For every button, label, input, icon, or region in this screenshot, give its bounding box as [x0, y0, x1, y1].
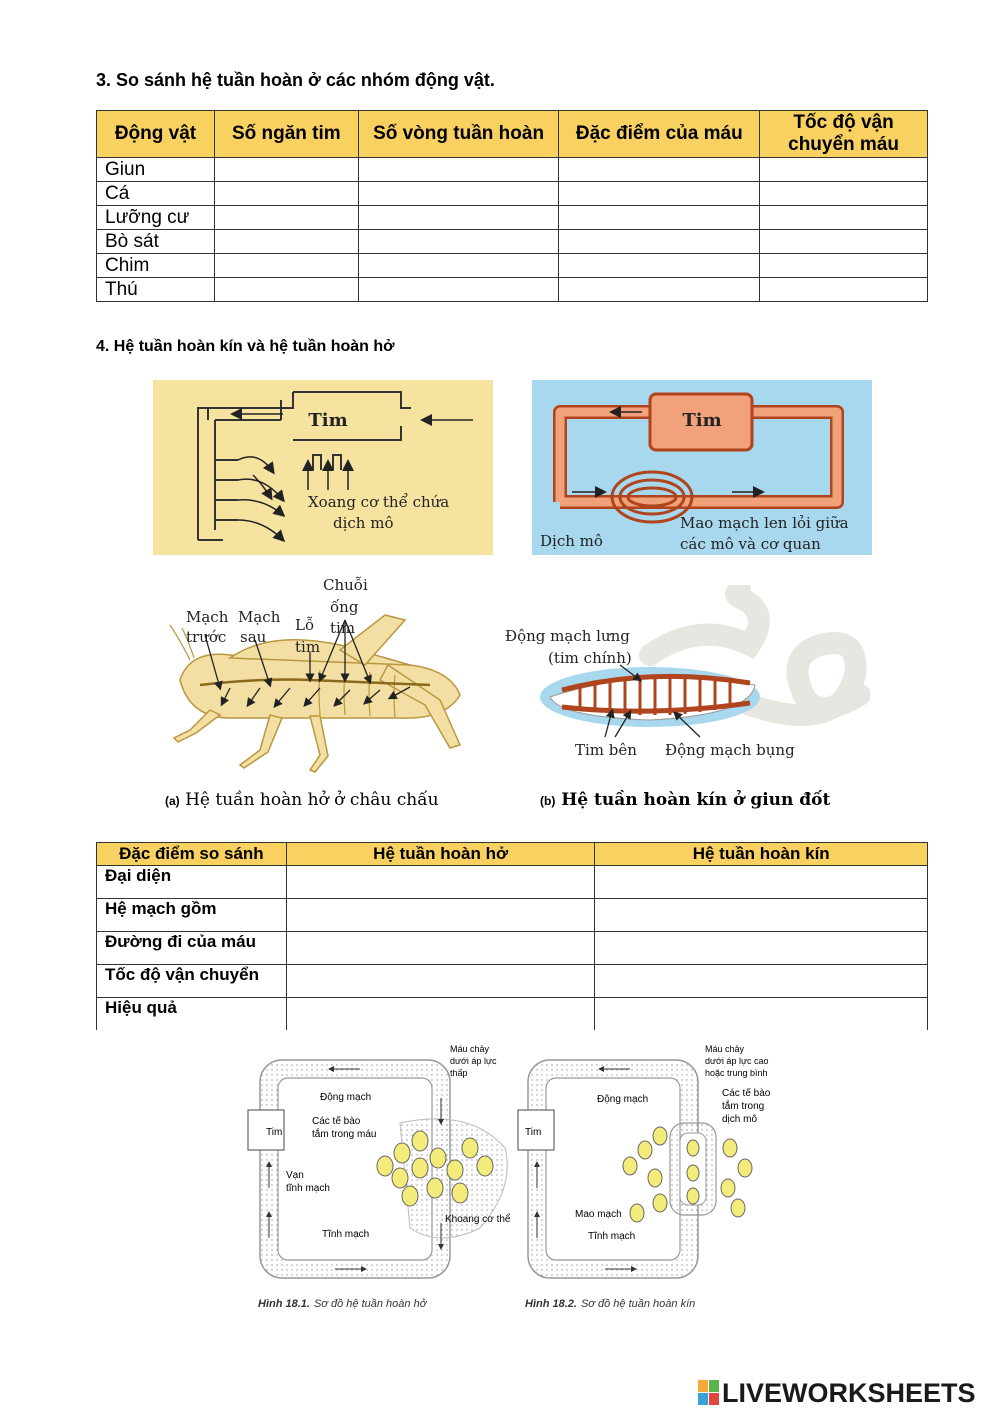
closed-cells-label: Các tế bào — [722, 1088, 771, 1099]
capillary-label: Mao mạch len lỏi giữa — [680, 514, 849, 532]
fig-18-1-label: Hình 18.1. — [258, 1298, 310, 1310]
figure-b-letter: (b) — [540, 794, 556, 808]
answer-cell[interactable] — [760, 158, 928, 182]
front-vessel-label: Mạch — [186, 608, 229, 626]
row-label: Đường đi của máu — [97, 932, 287, 965]
pressure-label: Máu chảy — [705, 1044, 745, 1054]
header-animal: Động vật — [97, 111, 215, 158]
row-label: Giun — [97, 158, 215, 182]
figure-a-text: Hệ tuần hoàn hở ở châu chấu — [185, 790, 439, 810]
open-heart-label: Tim — [308, 410, 348, 431]
answer-cell[interactable] — [286, 866, 595, 899]
heart-chain-label: Chuỗi — [323, 576, 368, 594]
answer-cell[interactable] — [559, 278, 760, 302]
answer-cell[interactable] — [595, 899, 928, 932]
answer-cell[interactable] — [760, 182, 928, 206]
fig-18-2-label: Hình 18.2. — [525, 1298, 577, 1310]
row-label: Thú — [97, 278, 215, 302]
dorsal-vessel-label: Động mạch lưng — [505, 627, 630, 645]
closed-cells-label-2: tắm trong — [722, 1101, 765, 1112]
answer-cell[interactable] — [214, 158, 358, 182]
row-label: Chim — [97, 254, 215, 278]
table-row — [97, 932, 928, 965]
pressure-label-3: hoặc trung bình — [705, 1068, 768, 1078]
figure-a-letter: (a) — [165, 794, 180, 808]
answer-cell[interactable] — [559, 158, 760, 182]
answer-cell[interactable] — [214, 182, 358, 206]
answer-cell[interactable] — [760, 206, 928, 230]
ventral-vessel-label: Động mạch bụng — [665, 741, 795, 759]
pressure-label-2: dưới áp lực cao — [705, 1056, 769, 1066]
table-row — [97, 998, 928, 1031]
venule-label-2: tĩnh mạch — [286, 1183, 330, 1194]
figure-18-diagrams — [240, 1038, 800, 1316]
rear-vessel-label: Mạch — [238, 608, 281, 626]
answer-cell[interactable] — [559, 206, 760, 230]
grasshopper-illustration — [160, 570, 480, 780]
answer-cell[interactable] — [358, 158, 559, 182]
row-label: Cá — [97, 182, 215, 206]
section-4-heading: 4. Hệ tuần hoàn kín và hệ tuần hoàn hở — [96, 338, 395, 355]
answer-cell[interactable] — [595, 866, 928, 899]
answer-cell[interactable] — [214, 278, 358, 302]
animal-circulation-table — [96, 110, 928, 302]
row-label: Hiệu quả — [97, 998, 287, 1031]
table-row — [97, 965, 928, 998]
capillary-label-2: các mô và cơ quan — [680, 535, 821, 553]
dorsal-vessel-label-2: (tim chính) — [548, 649, 632, 667]
row-label: Tốc độ vận chuyển — [97, 965, 287, 998]
table-row — [97, 254, 928, 278]
figure-a-caption — [165, 790, 439, 810]
table-row — [97, 278, 928, 302]
liveworksheets-logo — [698, 1378, 976, 1409]
low-pressure-label-2: dưới áp lực — [450, 1056, 497, 1066]
liveworksheets-logo-icon — [698, 1380, 720, 1406]
answer-cell[interactable] — [595, 998, 928, 1031]
header-criteria: Đặc điểm so sánh — [97, 843, 287, 866]
tissue-fluid-label: Dịch mô — [540, 532, 603, 550]
header-blood-speed: Tốc độ vận chuyển máu — [760, 111, 928, 158]
table-row — [97, 230, 928, 254]
table-header-row — [97, 111, 928, 158]
row-label: Đại diện — [97, 866, 287, 899]
answer-cell[interactable] — [559, 254, 760, 278]
heart-chain-label-3: tim — [330, 619, 356, 637]
closed-heart-label: Tim — [682, 410, 722, 431]
answer-cell[interactable] — [358, 206, 559, 230]
closed-circulation-schematic — [532, 380, 872, 555]
answer-cell[interactable] — [358, 254, 559, 278]
row-label: Lưỡng cư — [97, 206, 215, 230]
svg-text:Hình 18.2.Sơ đồ hệ tuần hoàn k — [525, 1298, 695, 1310]
table-row — [97, 182, 928, 206]
answer-cell[interactable] — [358, 182, 559, 206]
table-row — [97, 158, 928, 182]
fig-18-1-caption: Sơ đồ hệ tuần hoàn hở — [313, 1298, 427, 1310]
open-vein-label: Tĩnh mạch — [322, 1229, 370, 1240]
answer-cell[interactable] — [286, 998, 595, 1031]
rear-vessel-label-2: sau — [240, 628, 267, 646]
open-cells-label-2: tắm trong máu — [312, 1129, 377, 1140]
answer-cell[interactable] — [595, 932, 928, 965]
table-row — [97, 866, 928, 899]
row-label: Bò sát — [97, 230, 215, 254]
lateral-heart-label: Tim bên — [575, 741, 637, 759]
answer-cell[interactable] — [760, 278, 928, 302]
open-circulation-schematic — [153, 380, 493, 555]
answer-cell[interactable] — [559, 230, 760, 254]
low-pressure-label: Máu chảy — [450, 1044, 490, 1054]
section-3-heading: 3. So sánh hệ tuần hoàn ở các nhóm động vật. — [96, 70, 495, 90]
body-sinus-label-2: dịch mô — [333, 514, 394, 532]
figure-b-text: Hệ tuần hoàn kín ở giun đốt — [561, 790, 831, 810]
capillary-text: Mao mạch — [575, 1209, 622, 1220]
open-heart-text: Tim — [266, 1127, 283, 1138]
answer-cell[interactable] — [286, 899, 595, 932]
answer-cell[interactable] — [358, 230, 559, 254]
ostia-label-2: tim — [295, 638, 321, 656]
closed-system-figure — [518, 1044, 771, 1310]
open-system-figure — [248, 1044, 511, 1310]
logo-text: LIVEWORKSHEETS — [722, 1378, 976, 1408]
open-artery-label: Động mạch — [320, 1092, 372, 1103]
fig-18-2-caption: Sơ đồ hệ tuần hoàn kín — [580, 1298, 696, 1310]
answer-cell[interactable] — [214, 230, 358, 254]
open-cells-label: Các tế bào — [312, 1116, 361, 1127]
answer-cell[interactable] — [760, 230, 928, 254]
low-pressure-label-3: thấp — [450, 1068, 468, 1078]
ostia-label: Lỗ — [295, 616, 315, 634]
header-circulation-loops: Số vòng tuần hoàn — [358, 111, 559, 158]
row-label: Hệ mạch gồm — [97, 899, 287, 932]
answer-cell[interactable] — [214, 206, 358, 230]
closed-vein-label: Tĩnh mạch — [588, 1231, 636, 1242]
answer-cell[interactable] — [286, 965, 595, 998]
table-header-row — [97, 843, 928, 866]
earthworm-illustration — [500, 585, 870, 765]
header-heart-chambers: Số ngăn tim — [214, 111, 358, 158]
answer-cell[interactable] — [286, 932, 595, 965]
answer-cell[interactable] — [358, 278, 559, 302]
header-blood-features: Đặc điểm của máu — [559, 111, 760, 158]
answer-cell[interactable] — [595, 965, 928, 998]
header-closed-system: Hệ tuần hoàn kín — [595, 843, 928, 866]
answer-cell[interactable] — [214, 254, 358, 278]
header-open-system: Hệ tuần hoàn hở — [286, 843, 595, 866]
venule-label: Vạn — [286, 1170, 304, 1181]
svg-text:Hình 18.1.Sơ đồ hệ tuần hoàn h — [258, 1298, 428, 1310]
open-vs-closed-table — [96, 842, 928, 1030]
table-row — [97, 206, 928, 230]
front-vessel-label-2: trước — [186, 628, 227, 646]
figure-b-caption — [540, 790, 830, 810]
table-row — [97, 899, 928, 932]
body-sinus-label: Xoang cơ thể chứa — [308, 493, 450, 511]
answer-cell[interactable] — [559, 182, 760, 206]
closed-cells-label-3: dịch mô — [722, 1114, 758, 1125]
closed-artery-label: Động mạch — [597, 1094, 649, 1105]
closed-heart-text: Tim — [525, 1127, 542, 1138]
body-cavity-label: Khoang cơ thể — [445, 1214, 511, 1225]
heart-chain-label-2: ống — [330, 598, 359, 616]
answer-cell[interactable] — [760, 254, 928, 278]
